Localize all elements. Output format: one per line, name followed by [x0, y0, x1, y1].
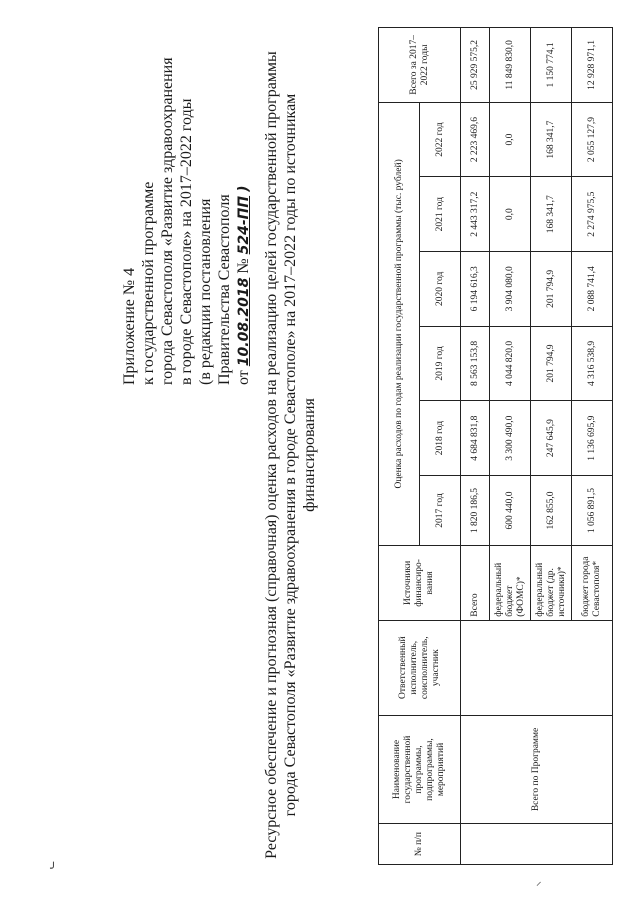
cell-source: федеральный бюджет (др. источники)* [531, 546, 572, 621]
handwritten-number: 524-ПП [236, 195, 252, 255]
cell-source: Всего [461, 546, 490, 621]
cell-value: 2 443 317,2 [461, 177, 490, 252]
header-total: Всего за 2017–2022 годы [379, 28, 461, 103]
appendix-date-line [234, 45, 254, 385]
cell-value: 162 855,0 [531, 475, 572, 545]
document-title [262, 25, 319, 885]
appendix-line-5: (в редакции постановления [197, 198, 214, 385]
number-sign: № [235, 258, 252, 274]
appendix-line-2: к государственной программе [140, 181, 157, 385]
appendix-header [120, 45, 254, 385]
header-num: № п/п [379, 824, 461, 865]
cell-value: 247 645,9 [531, 401, 572, 476]
cell-value: 1 056 891,5 [572, 475, 613, 545]
header-years-group: Оценка расходов по годам реализации государственной программы (тыс. рублей) [379, 102, 420, 545]
cell-value: 3 904 080,0 [490, 252, 531, 327]
closing-paren: ) [236, 185, 252, 192]
cell-value: 4 684 831,8 [461, 401, 490, 476]
scan-mark: ⸝ [536, 875, 542, 888]
cell-value: 25 929 575,2 [461, 28, 490, 103]
header-year: 2022 год [420, 102, 461, 177]
cell-value: 1 150 774,1 [531, 28, 572, 103]
header-year: 2021 год [420, 177, 461, 252]
cell-value: 0,0 [490, 177, 531, 252]
header-source: Источники финансиро-вания [379, 546, 461, 621]
appendix-number: Приложение № 4 [121, 267, 138, 385]
cell-source: бюджет города Севастополя* [572, 546, 613, 621]
cell-executor [461, 620, 613, 715]
cell-value: 600 440,0 [490, 475, 531, 545]
cell-value: 2 055 127,9 [572, 102, 613, 177]
header-year: 2017 год [420, 475, 461, 545]
header-year: 2018 год [420, 401, 461, 476]
header-year: 2019 год [420, 326, 461, 401]
handwritten-date: 10.08.2018 [236, 277, 252, 367]
header-name: Наименование государственной программы, подпрограммы, мероприятий [379, 715, 461, 824]
cell-value: 168 341,7 [531, 177, 572, 252]
cell-value: 201 794,9 [531, 326, 572, 401]
appendix-line-3: города Севастополя «Развитие здравоохранения [159, 57, 176, 385]
cell-value: 2 223 469,6 [461, 102, 490, 177]
title-line-2: города Севастополя «Развитие здравоохранения в городе Севастополе» на 2017–2022 годы по источникам [282, 93, 299, 817]
table-row-total [461, 28, 490, 865]
title-line-3: финансирования [301, 398, 318, 512]
cell-value: 2 274 975,5 [572, 177, 613, 252]
cell-value: 0,0 [490, 102, 531, 177]
cell-program-name: Всего по Программе [461, 715, 613, 824]
cell-value: 8 563 153,8 [461, 326, 490, 401]
cell-value: 201 794,9 [531, 252, 572, 327]
cell-value: 2 088 741,4 [572, 252, 613, 327]
cell-value: 11 849 830,0 [490, 28, 531, 103]
cell-value: 1 820 186,5 [461, 475, 490, 545]
appendix-line-6: Правительства Севастополя [216, 194, 233, 385]
cell-source: федеральный бюджет (ФОМС)* [490, 546, 531, 621]
cell-value: 4 044 820,0 [490, 326, 531, 401]
cell-value: 12 928 971,1 [572, 28, 613, 103]
header-year: 2020 год [420, 252, 461, 327]
cell-value: 1 136 695,9 [572, 401, 613, 476]
appendix-line-4: в городе Севастополе» на 2017–2022 годы [178, 98, 195, 385]
cell-value: 4 316 538,9 [572, 326, 613, 401]
scan-mark: ╯ [50, 862, 57, 875]
header-executor: Ответственный исполнитель, соисполнитель, участник [379, 620, 461, 715]
header-row-1 [379, 28, 420, 865]
title-line-1: Ресурсное обеспечение и прогнозная (справочная) оценка расходов на реализацию целей государственной программы [263, 51, 280, 859]
cell-num [461, 824, 613, 865]
cell-value: 168 341,7 [531, 102, 572, 177]
cell-value: 6 194 616,3 [461, 252, 490, 327]
cell-value: 3 300 490,0 [490, 401, 531, 476]
funding-table [378, 27, 613, 865]
appendix-from: от [235, 370, 252, 385]
